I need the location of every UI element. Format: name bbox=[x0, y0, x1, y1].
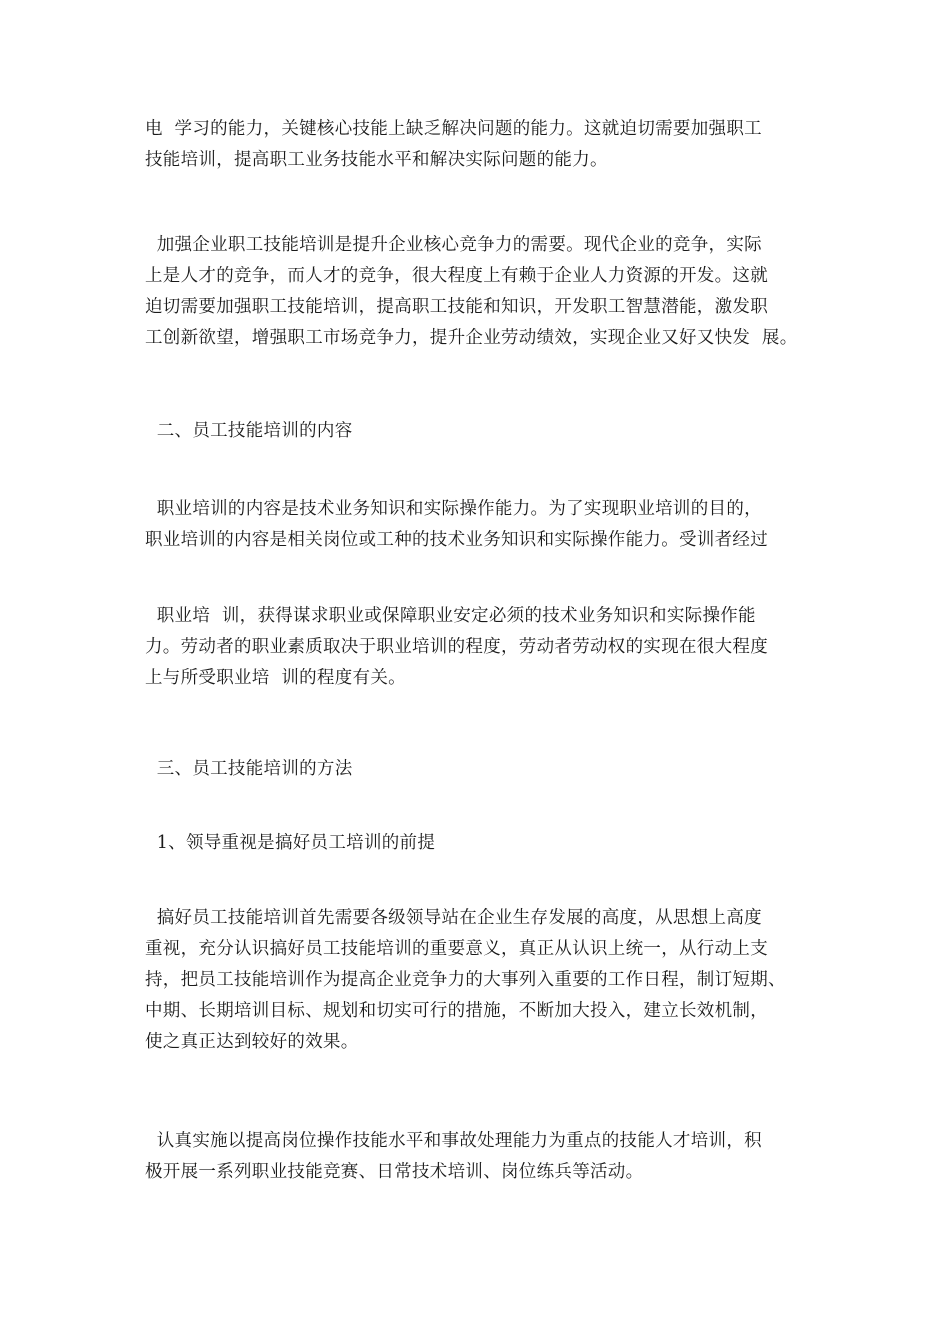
paragraph-line: 重视，充分认识搞好员工技能培训的重要意义，真正从认识上统一，从行动上支 bbox=[145, 939, 768, 959]
paragraph-line: 搞好员工技能培训首先需要各级领导站在企业生存发展的高度，从思想上高度 bbox=[145, 908, 762, 928]
paragraph-line: 工创新欲望，增强职工市场竞争力，提升企业劳动绩效，实现企业又好又快发 展。 bbox=[145, 328, 798, 348]
paragraph-1 bbox=[145, 114, 815, 176]
paragraph-line: 认真实施以提高岗位操作技能水平和事故处理能力为重点的技能人才培训，积 bbox=[145, 1131, 762, 1151]
paragraph-line: 职业培训的内容是技术业务知识和实际操作能力。为了实现职业培训的目的， bbox=[145, 499, 762, 519]
paragraph-3 bbox=[145, 494, 815, 556]
section-heading-2: 二、员工技能培训的内容 bbox=[145, 421, 353, 441]
paragraph-line: 职业培 训，获得谋求职业或保障职业安定必须的技术业务知识和实际操作能 bbox=[145, 606, 756, 626]
paragraph-line: 力。劳动者的职业素质取决于职业培训的程度，劳动者劳动权的实现在很大程度 bbox=[145, 637, 768, 657]
paragraph-line: 极开展一系列职业技能竞赛、日常技术培训、岗位练兵等活动。 bbox=[145, 1162, 644, 1182]
paragraph-line: 电 学习的能力，关键核心技能上缺乏解决问题的能力。这就迫切需要加强职工 bbox=[145, 119, 762, 139]
subsection-heading-1: 1、领导重视是搞好员工培训的前提 bbox=[145, 833, 436, 853]
paragraph-line: 迫切需要加强职工技能培训，提高职工技能和知识，开发职工智慧潜能，激发职 bbox=[145, 297, 768, 317]
paragraph-line: 上与所受职业培 训的程度有关。 bbox=[145, 668, 406, 688]
paragraph-6 bbox=[145, 1126, 815, 1188]
paragraph-4 bbox=[145, 601, 815, 694]
paragraph-line: 职业培训的内容是相关岗位或工种的技术业务知识和实际操作能力。受训者经过 bbox=[145, 530, 768, 550]
paragraph-line: 使之真正达到较好的效果。 bbox=[145, 1032, 359, 1052]
paragraph-line: 持，把员工技能培训作为提高企业竞争力的大事列入重要的工作日程，制订短期、 bbox=[145, 970, 786, 990]
paragraph-line: 中期、长期培训目标、规划和切实可行的措施，不断加大投入，建立长效机制， bbox=[145, 1001, 768, 1021]
section-heading-3: 三、员工技能培训的方法 bbox=[145, 759, 353, 779]
paragraph-line: 上是人才的竞争，而人才的竞争，很大程度上有赖于企业人力资源的开发。这就 bbox=[145, 266, 768, 286]
paragraph-line: 加强企业职工技能培训是提升企业核心竞争力的需要。现代企业的竞争，实际 bbox=[145, 235, 762, 255]
paragraph-line: 技能培训，提高职工业务技能水平和解决实际问题的能力。 bbox=[145, 150, 608, 170]
paragraph-5 bbox=[145, 903, 815, 1058]
paragraph-2 bbox=[145, 230, 815, 354]
